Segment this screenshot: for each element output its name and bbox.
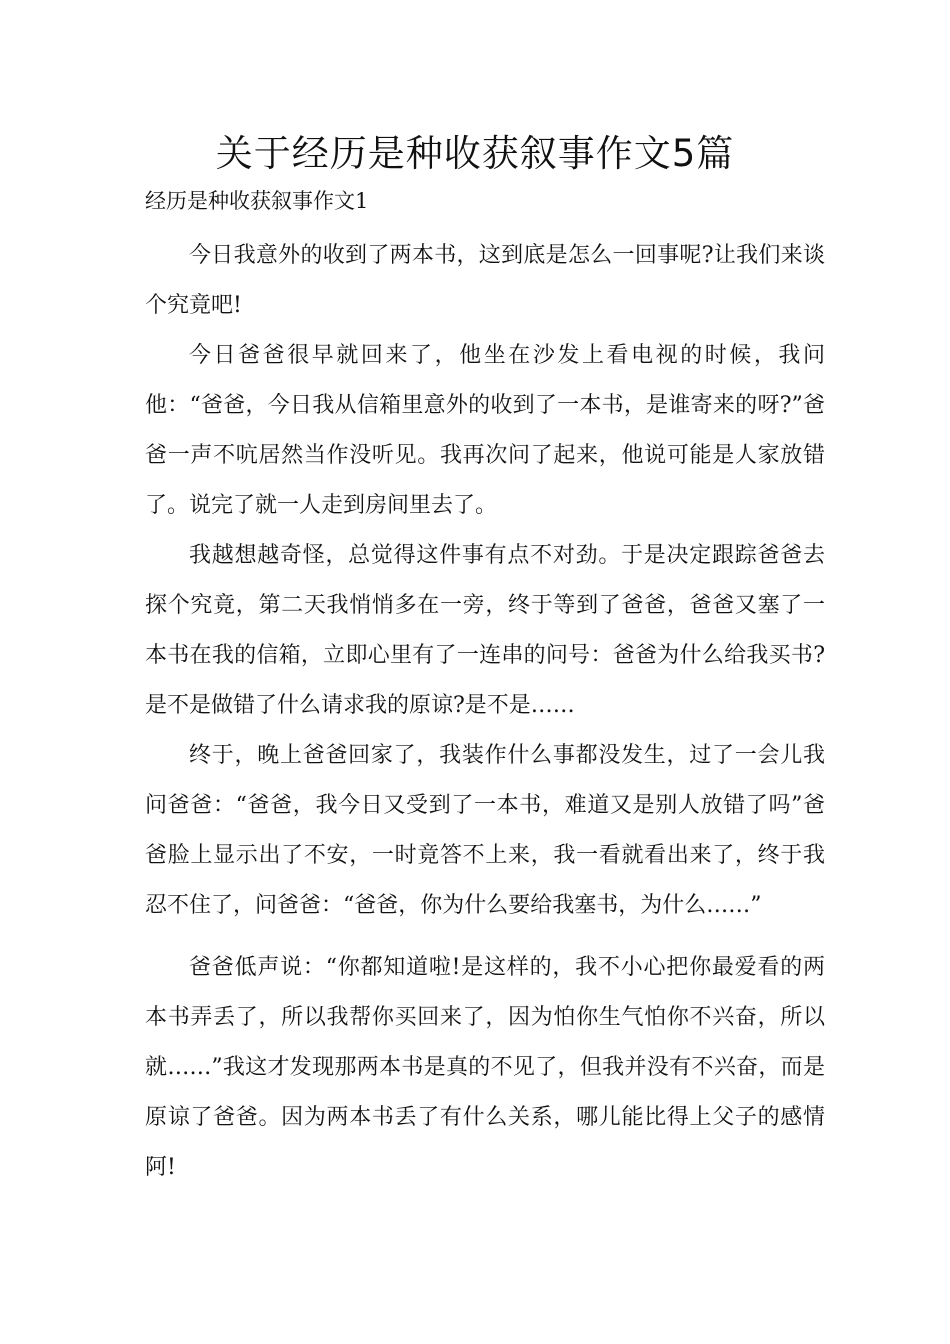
- document-title: 关于经历是种收获叙事作文5篇: [215, 132, 735, 175]
- paragraph-3: 我越想越奇怪，总觉得这件事有点不对劲。于是决定跟踪爸爸去探个究竟，第二天我悄悄多在一旁，终于等到了爸爸，爸爸又塞了一本书在我的信箱，立即心里有了一连串的问号：爸爸为什么给我买书?是不是做错了什么请求我的原谅?是不是……: [145, 543, 825, 718]
- paragraph-1: 今日我意外的收到了两本书，这到底是怎么一回事呢?让我们来谈个究竟吧!: [145, 243, 825, 318]
- paragraph-2: 今日爸爸很早就回来了，他坐在沙发上看电视的时候，我问他：“爸爸，今日我从信箱里意外的收到了一本书，是谁寄来的呀?”爸爸一声不吭居然当作没听见。我再次问了起来，他说可能是人家放错了。说完了就一人走到房间里去了。: [145, 343, 825, 518]
- article-body: [145, 231, 825, 1193]
- paragraph-5: 爸爸低声说：“你都知道啦!是这样的，我不小心把你最爱看的两本书弄丢了，所以我帮你买回来了，因为怕你生气怕你不兴奋，所以就……”我这才发现那两本书是真的不见了，但我并没有不兴奋，而是原谅了爸爸。因为两本书丢了有什么关系，哪儿能比得上父子的感情阿!: [145, 955, 825, 1180]
- paragraph-4: 终于，晚上爸爸回家了，我装作什么事都没发生，过了一会儿我问爸爸：“爸爸，我今日又受到了一本书，难道又是别人放错了吗”爸爸脸上显示出了不安，一时竟答不上来，我一看就看出来了，终于我忍不住了，问爸爸：“爸爸，你为什么要给我塞书，为什么……”: [145, 743, 825, 918]
- section-heading: 经历是种收获叙事作文1: [145, 189, 369, 213]
